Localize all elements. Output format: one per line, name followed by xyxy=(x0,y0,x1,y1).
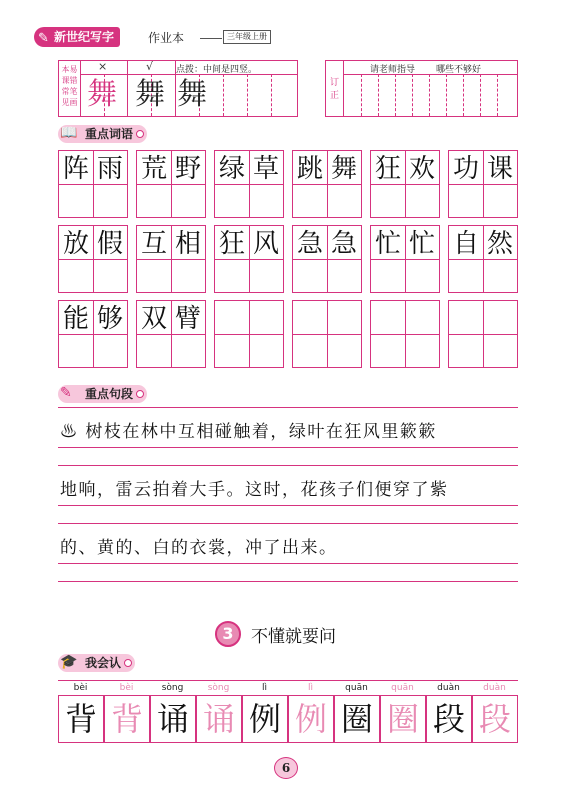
word-cell xyxy=(292,300,362,368)
trace-char-cell xyxy=(104,695,150,743)
recognize-char: 例 xyxy=(248,700,281,738)
stroke-tip: 点拨：中间是四竖。 xyxy=(176,65,258,75)
word-cell xyxy=(58,150,128,218)
word-char: 互 xyxy=(140,229,167,259)
recognize-char: 段 xyxy=(432,700,465,738)
pinyin-label: sòng xyxy=(207,683,230,693)
word-cell xyxy=(370,300,440,368)
error-prone-table xyxy=(58,60,298,117)
page-number: 6 xyxy=(274,757,298,779)
error-table-label: 本易课错常笔见画 xyxy=(59,61,81,116)
passage-line-2: 地响，雷云拍着大手。这时，花孩子们便穿了紫 xyxy=(60,480,449,500)
correction-label: 订正 xyxy=(326,61,344,116)
recognize-char: 圈 xyxy=(386,700,419,738)
word-cell xyxy=(448,300,518,368)
lesson-name: 不懂就要问 xyxy=(251,627,336,647)
page-header xyxy=(34,27,539,49)
pinyin-label: bèi xyxy=(119,683,134,693)
recognize-char: 圈 xyxy=(340,700,373,738)
pinyin-label: quān xyxy=(345,683,368,693)
word-char: 狂 xyxy=(374,154,401,184)
word-cell xyxy=(292,225,362,293)
word-cell xyxy=(136,225,206,293)
workbook-label: 作业本 xyxy=(148,31,185,45)
not-good-text: 哪些不够好 xyxy=(436,65,482,75)
brand-badge xyxy=(34,27,120,47)
word-char: 阵 xyxy=(62,154,89,184)
word-char: 功 xyxy=(452,154,479,184)
word-char: 相 xyxy=(174,229,201,259)
teacher-guide-text: 请老师指导 xyxy=(370,65,416,75)
word-char: 舞 xyxy=(330,154,357,184)
recognize-char: 诵 xyxy=(156,700,189,738)
word-char: 然 xyxy=(486,229,513,259)
model-char-cell xyxy=(426,695,472,743)
pinyin-label: lì xyxy=(261,683,267,693)
word-cell xyxy=(214,300,284,368)
recognize-char: 背 xyxy=(64,700,97,738)
sentence-icon: ✎ xyxy=(60,385,72,401)
word-char: 草 xyxy=(252,154,279,184)
word-char: 双 xyxy=(140,304,167,334)
word-char: 狂 xyxy=(218,229,245,259)
word-char: 雨 xyxy=(96,154,123,184)
char-wrong: 舞 xyxy=(87,77,117,112)
pinyin-label: quān xyxy=(391,683,414,693)
word-cell xyxy=(58,300,128,368)
recognize-char: 诵 xyxy=(202,700,235,738)
pinyin-label: duàn xyxy=(483,683,506,693)
recognize-char: 例 xyxy=(294,700,327,738)
word-cell xyxy=(370,150,440,218)
word-cell xyxy=(370,225,440,293)
correction-table xyxy=(325,60,518,117)
model-char-cell xyxy=(242,695,288,743)
word-cell xyxy=(136,150,206,218)
word-char: 课 xyxy=(486,154,513,184)
section-recognize: 🎓 我会认 xyxy=(58,654,135,672)
section-key-sentences: ✎ 重点句段 xyxy=(58,385,147,403)
char-practice: 舞 xyxy=(177,77,207,112)
section-key-words: 📖 重点词语 xyxy=(58,125,147,143)
word-char: 急 xyxy=(296,229,323,259)
word-char: 能 xyxy=(62,304,89,334)
pen-icon: ✎ xyxy=(38,31,49,46)
word-char: 放 xyxy=(62,229,89,259)
word-cell xyxy=(214,225,284,293)
word-cell xyxy=(136,300,206,368)
model-char-cell xyxy=(58,695,104,743)
pinyin-label: lì xyxy=(307,683,313,693)
pinyin-label: duàn xyxy=(437,683,460,693)
word-cell xyxy=(292,150,362,218)
word-cell xyxy=(58,225,128,293)
model-char-cell xyxy=(150,695,196,743)
trace-char-cell xyxy=(288,695,334,743)
trace-char-cell xyxy=(196,695,242,743)
recognize-char: 段 xyxy=(478,700,511,738)
word-cell xyxy=(448,225,518,293)
word-char: 野 xyxy=(174,154,201,184)
trace-char-cell xyxy=(472,695,518,743)
char-right: 舞 xyxy=(135,77,165,112)
header-rule xyxy=(200,38,222,39)
grade-label: 三年级上册 xyxy=(223,30,271,44)
word-char: 绿 xyxy=(218,154,245,184)
word-char: 荒 xyxy=(140,154,167,184)
word-cell xyxy=(448,150,518,218)
passage-line-1: ♨ 树枝在林中互相碰触着，绿叶在狂风里簌簌 xyxy=(60,422,437,442)
model-char-cell xyxy=(334,695,380,743)
word-char: 臂 xyxy=(174,304,201,334)
pinyin-label: sòng xyxy=(161,683,184,693)
word-char: 急 xyxy=(330,229,357,259)
book-icon: 📖 xyxy=(60,125,78,141)
word-char: 风 xyxy=(252,229,279,259)
word-char: 够 xyxy=(96,304,123,334)
word-char: 欢 xyxy=(408,154,435,184)
wrong-mark: × xyxy=(98,60,108,73)
recognize-char: 背 xyxy=(110,700,143,738)
passage-practice xyxy=(58,407,518,582)
graduation-cap-icon: 🎓 xyxy=(60,654,78,670)
word-char: 跳 xyxy=(296,154,323,184)
trace-char-cell xyxy=(380,695,426,743)
right-mark: √ xyxy=(146,60,154,73)
word-char: 假 xyxy=(96,229,123,259)
word-cell xyxy=(214,150,284,218)
word-char: 自 xyxy=(452,229,479,259)
passage-line-3: 的、黄的、白的衣裳，冲了出来。 xyxy=(60,538,338,558)
word-char: 忙 xyxy=(374,229,401,259)
word-char: 忙 xyxy=(408,229,435,259)
pinyin-label: bèi xyxy=(73,683,88,693)
lesson-number: 3 xyxy=(215,621,241,647)
brand-title: 新世纪写字 xyxy=(54,30,115,44)
